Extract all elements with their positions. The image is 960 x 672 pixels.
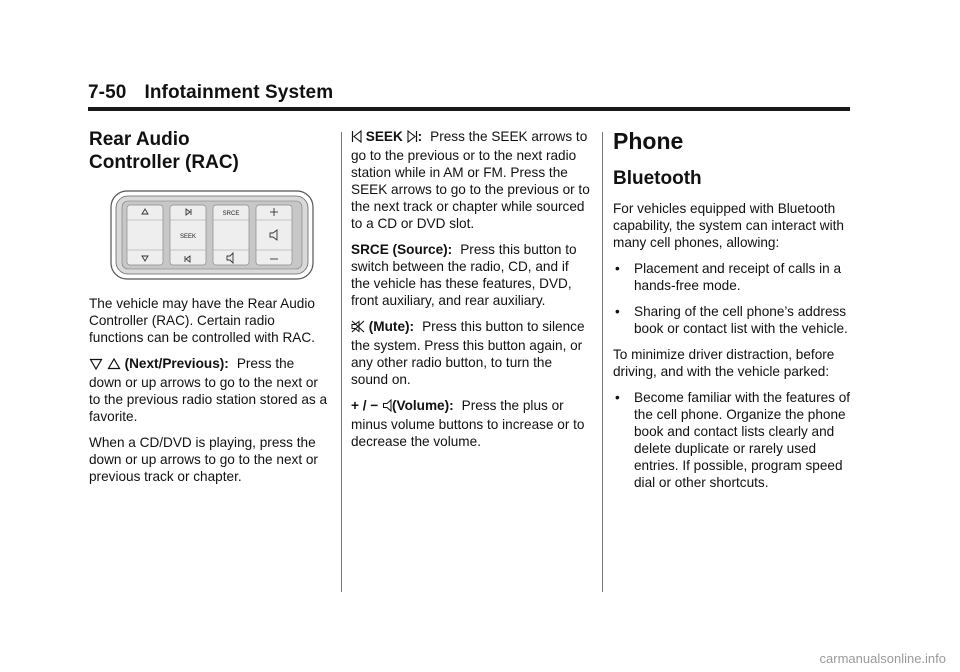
seek-paragraph	[351, 128, 591, 232]
next-previous-description: Press the down or up arrows to go to the next or to the previous radio station stored as a favorite.	[89, 356, 328, 424]
section-title-line-1: Rear Audio	[89, 129, 190, 150]
seek-next-icon	[407, 130, 418, 147]
column-left	[89, 128, 329, 494]
header-title-line	[88, 82, 850, 104]
srce-description: Press this button to switch between the radio, CD, and if the vehicle has these features, DVD, front auxiliary, and rear auxiliary.	[351, 242, 577, 308]
bluetooth-bullet-list	[613, 260, 853, 337]
seek-colon: :	[417, 129, 423, 144]
rac-seek-label: SEEK	[179, 234, 197, 240]
bluetooth-bullet: • Sharing of the cell phone’s address book or contact list with the vehicle.	[613, 303, 853, 337]
column-middle	[351, 128, 591, 459]
rac-controller-illustration	[110, 190, 314, 280]
chapter-title: Infotainment System	[144, 82, 334, 103]
seek-description: Press the SEEK arrows to go to the previous or to the next radio station while in AM or FM. Press the SEEK arrows to go to the previous or to the next track or chapter while sourced to a CD or DVD slot.	[351, 129, 590, 231]
volume-term: (Volume):	[392, 398, 454, 413]
mute-description: Press this button to silence the system. Press this button again, or any other radio button, to turn the sound on.	[351, 319, 585, 387]
volume-paragraph	[351, 397, 591, 450]
column-divider-1	[341, 132, 342, 592]
distraction-paragraph: To minimize driver distraction, before driving, and with the vehicle parked:	[613, 347, 835, 379]
seek-term: SEEK	[365, 129, 403, 144]
srce-paragraph	[351, 241, 591, 309]
bluetooth-intro: For vehicles equipped with Bluetooth capability, the system can interact with many cell phones, allowing:	[613, 201, 844, 250]
volume-prefix: + / −	[351, 398, 379, 413]
cd-dvd-paragraph: When a CD/DVD is playing, press the down or up arrows to go to the next or previous track or chapter.	[89, 435, 318, 484]
seek-previous-icon	[351, 130, 362, 147]
watermark: carmanualsonline.info	[819, 651, 946, 666]
srce-term: SRCE (Source):	[351, 242, 453, 257]
up-arrow-icon	[107, 357, 121, 374]
next-previous-paragraph	[89, 355, 329, 425]
volume-icon	[382, 399, 392, 416]
mute-icon	[351, 320, 365, 337]
down-arrow-icon	[89, 357, 103, 374]
section-title-line-2: Controller (RAC)	[89, 152, 239, 173]
section-title-rac	[89, 128, 329, 174]
column-right	[613, 128, 853, 500]
mute-paragraph	[351, 318, 591, 388]
rac-intro-paragraph: The vehicle may have the Rear Audio Controller (RAC). Certain radio functions can be controlled with RAC.	[89, 296, 315, 345]
bluetooth-bullet: • Placement and receipt of calls in a hands-free mode.	[613, 260, 853, 294]
column-divider-2	[602, 132, 603, 592]
rac-srce-label: SRCE	[222, 211, 240, 217]
distraction-bullet: • Become familiar with the features of the cell phone. Organize the phone book and contact lists clearly and delete duplicate or rarely used entries. If possible, program speed dial or other shortcuts.	[613, 389, 853, 491]
distraction-bullet-list	[613, 389, 853, 491]
volume-description: Press the plus or minus volume buttons to increase or to decrease the volume.	[351, 398, 585, 449]
bluetooth-title: Bluetooth	[613, 168, 702, 189]
page-number: 7-50	[88, 82, 127, 103]
page-header	[88, 82, 850, 111]
phone-title: Phone	[613, 128, 684, 154]
header-rule	[88, 107, 850, 111]
mute-term: (Mute):	[368, 319, 415, 334]
next-previous-term: (Next/Previous):	[124, 356, 229, 371]
